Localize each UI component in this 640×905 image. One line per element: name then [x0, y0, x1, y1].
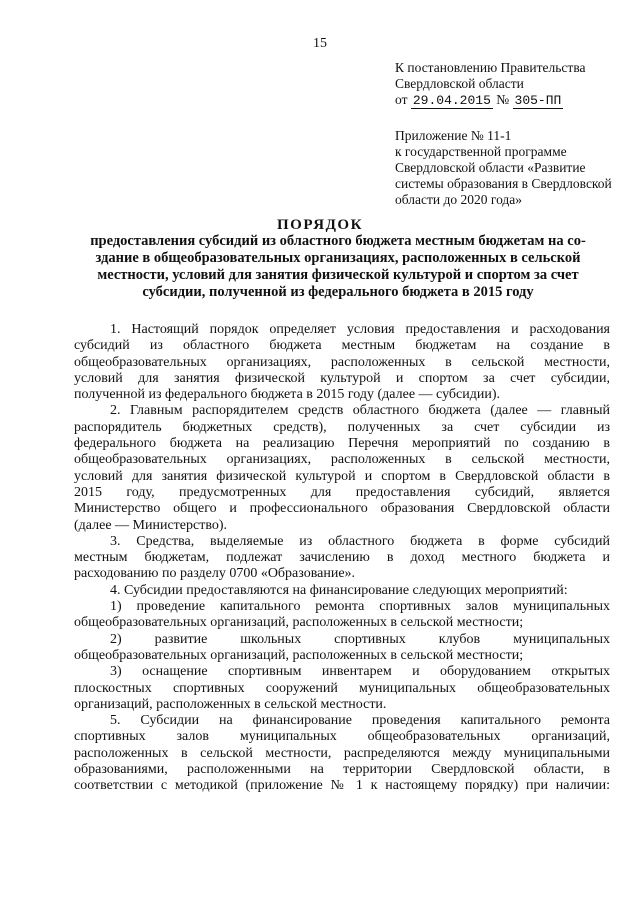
paragraph [74, 403, 610, 533]
paragraph [74, 583, 610, 599]
text-line: общеобразовательных организациях, расположенных в сельской местности, [74, 452, 610, 468]
text-line: образованиями, расположенными на территории Свердловской области, в [74, 762, 610, 778]
text-line: плоскостных спортивных сооружений муниципальных общеобразовательных [74, 680, 610, 696]
text-line: полученной из федерального бюджета в 2015 году (далее — субсидии). [74, 387, 500, 403]
decree-date: 29.04.2015 [412, 93, 491, 108]
decree-date-prefix: от [395, 92, 408, 107]
text-line: местным бюджетам, подлежат зачислению в доход местного бюджета и [74, 550, 610, 566]
subtitle-line: здание в общеобразовательных организациях, расположенных в сельской [95, 250, 581, 266]
appendix-line: к государственной программе [395, 144, 567, 159]
text-line: соответствии с методикой (приложение № 1 к настоящему порядку) при наличии: [74, 778, 610, 794]
text-line: 1) проведение капитального ремонта спортивных залов муниципальных [110, 599, 610, 615]
text-line: условий для занятия физической культурой и спортом за счет субсидии, [74, 370, 610, 386]
subtitle-line: местности, условий для занятия физической культурой и спортом за счет [97, 267, 579, 283]
decree-reference [395, 60, 625, 109]
text-line: организаций, расположенных в сельской местности. [74, 696, 387, 712]
paragraph [74, 664, 610, 713]
document-subtitle [74, 233, 602, 301]
subtitle-line: предоставления субсидий из областного бюджета местным бюджетам на со- [90, 233, 586, 249]
text-line: 2015 году, предусмотренных для предоставления субсидий, является [74, 484, 610, 500]
page-number: 15 [313, 36, 327, 51]
paragraph [74, 534, 610, 583]
text-line: федерального бюджета на реализацию Перечня мероприятий по созданию в [74, 436, 610, 452]
text-line: 5. Субсидии на финансирование проведения капитального ремонта [110, 713, 610, 729]
text-line: 2. Главным распорядителем средств областного бюджета (далее — главный [110, 403, 610, 419]
paragraph [74, 713, 610, 794]
text-line: общеобразовательных организациях, расположенных в сельской местности, [74, 354, 610, 370]
text-line: распорядитель бюджетных средств), полученных за счет субсидии из [74, 419, 610, 435]
decree-date-row [395, 92, 625, 109]
text-line: расходованию по разделу 0700 «Образование». [74, 566, 356, 582]
appendix-line: Приложение № 11-1 [395, 128, 512, 143]
text-line: общеобразовательных организаций, расположенных в сельской местности; [74, 647, 524, 663]
text-line: 3) оснащение спортивным инвентарем и оборудованием открытых [110, 664, 610, 680]
text-line: 4. Субсидии предоставляются на финансирование следующих мероприятий: [110, 582, 568, 598]
appendix-line: системы образования в Свердловской [395, 176, 612, 191]
text-line: 1. Настоящий порядок определяет условия предоставления и расходования [110, 322, 610, 337]
paragraph [74, 632, 610, 665]
appendix-reference [395, 128, 630, 208]
decree-line-1: К постановлению Правительства [395, 60, 586, 75]
text-line: спортивных залов муниципальных общеобразовательных организаций, [74, 729, 610, 745]
text-line: субсидий из областного бюджета местным бюджетам на создание в [74, 338, 610, 354]
text-line: Министерство общего и профессионального образования Свердловской области [74, 501, 610, 517]
paragraph [74, 599, 610, 632]
text-line: 3. Средства, выделяемые из областного бюджета в форме субсидий [110, 533, 610, 549]
text-line: 2) развитие школьных спортивных клубов муниципальных [110, 631, 610, 647]
document-body [74, 322, 610, 795]
subtitle-line: субсидии, полученной из федерального бюджета в 2015 году [142, 284, 534, 300]
decree-number: 305-ПП [514, 93, 562, 108]
decree-line-2: Свердловской области [395, 76, 524, 91]
document-title: ПОРЯДОК [277, 217, 363, 233]
decree-number-prefix: № [496, 92, 510, 107]
text-line: (далее — Министерство). [74, 517, 228, 533]
text-line: условий для занятия физической культурой и спортом в Свердловской области в [74, 468, 610, 484]
text-line: общеобразовательных организаций, расположенных в сельской местности; [74, 615, 524, 631]
appendix-line: области до 2020 года» [395, 192, 523, 207]
appendix-line: Свердловской области «Развитие [395, 160, 586, 175]
text-line: расположенных в сельской местности, распределяются между муниципальными [74, 745, 610, 761]
paragraph [74, 322, 610, 403]
